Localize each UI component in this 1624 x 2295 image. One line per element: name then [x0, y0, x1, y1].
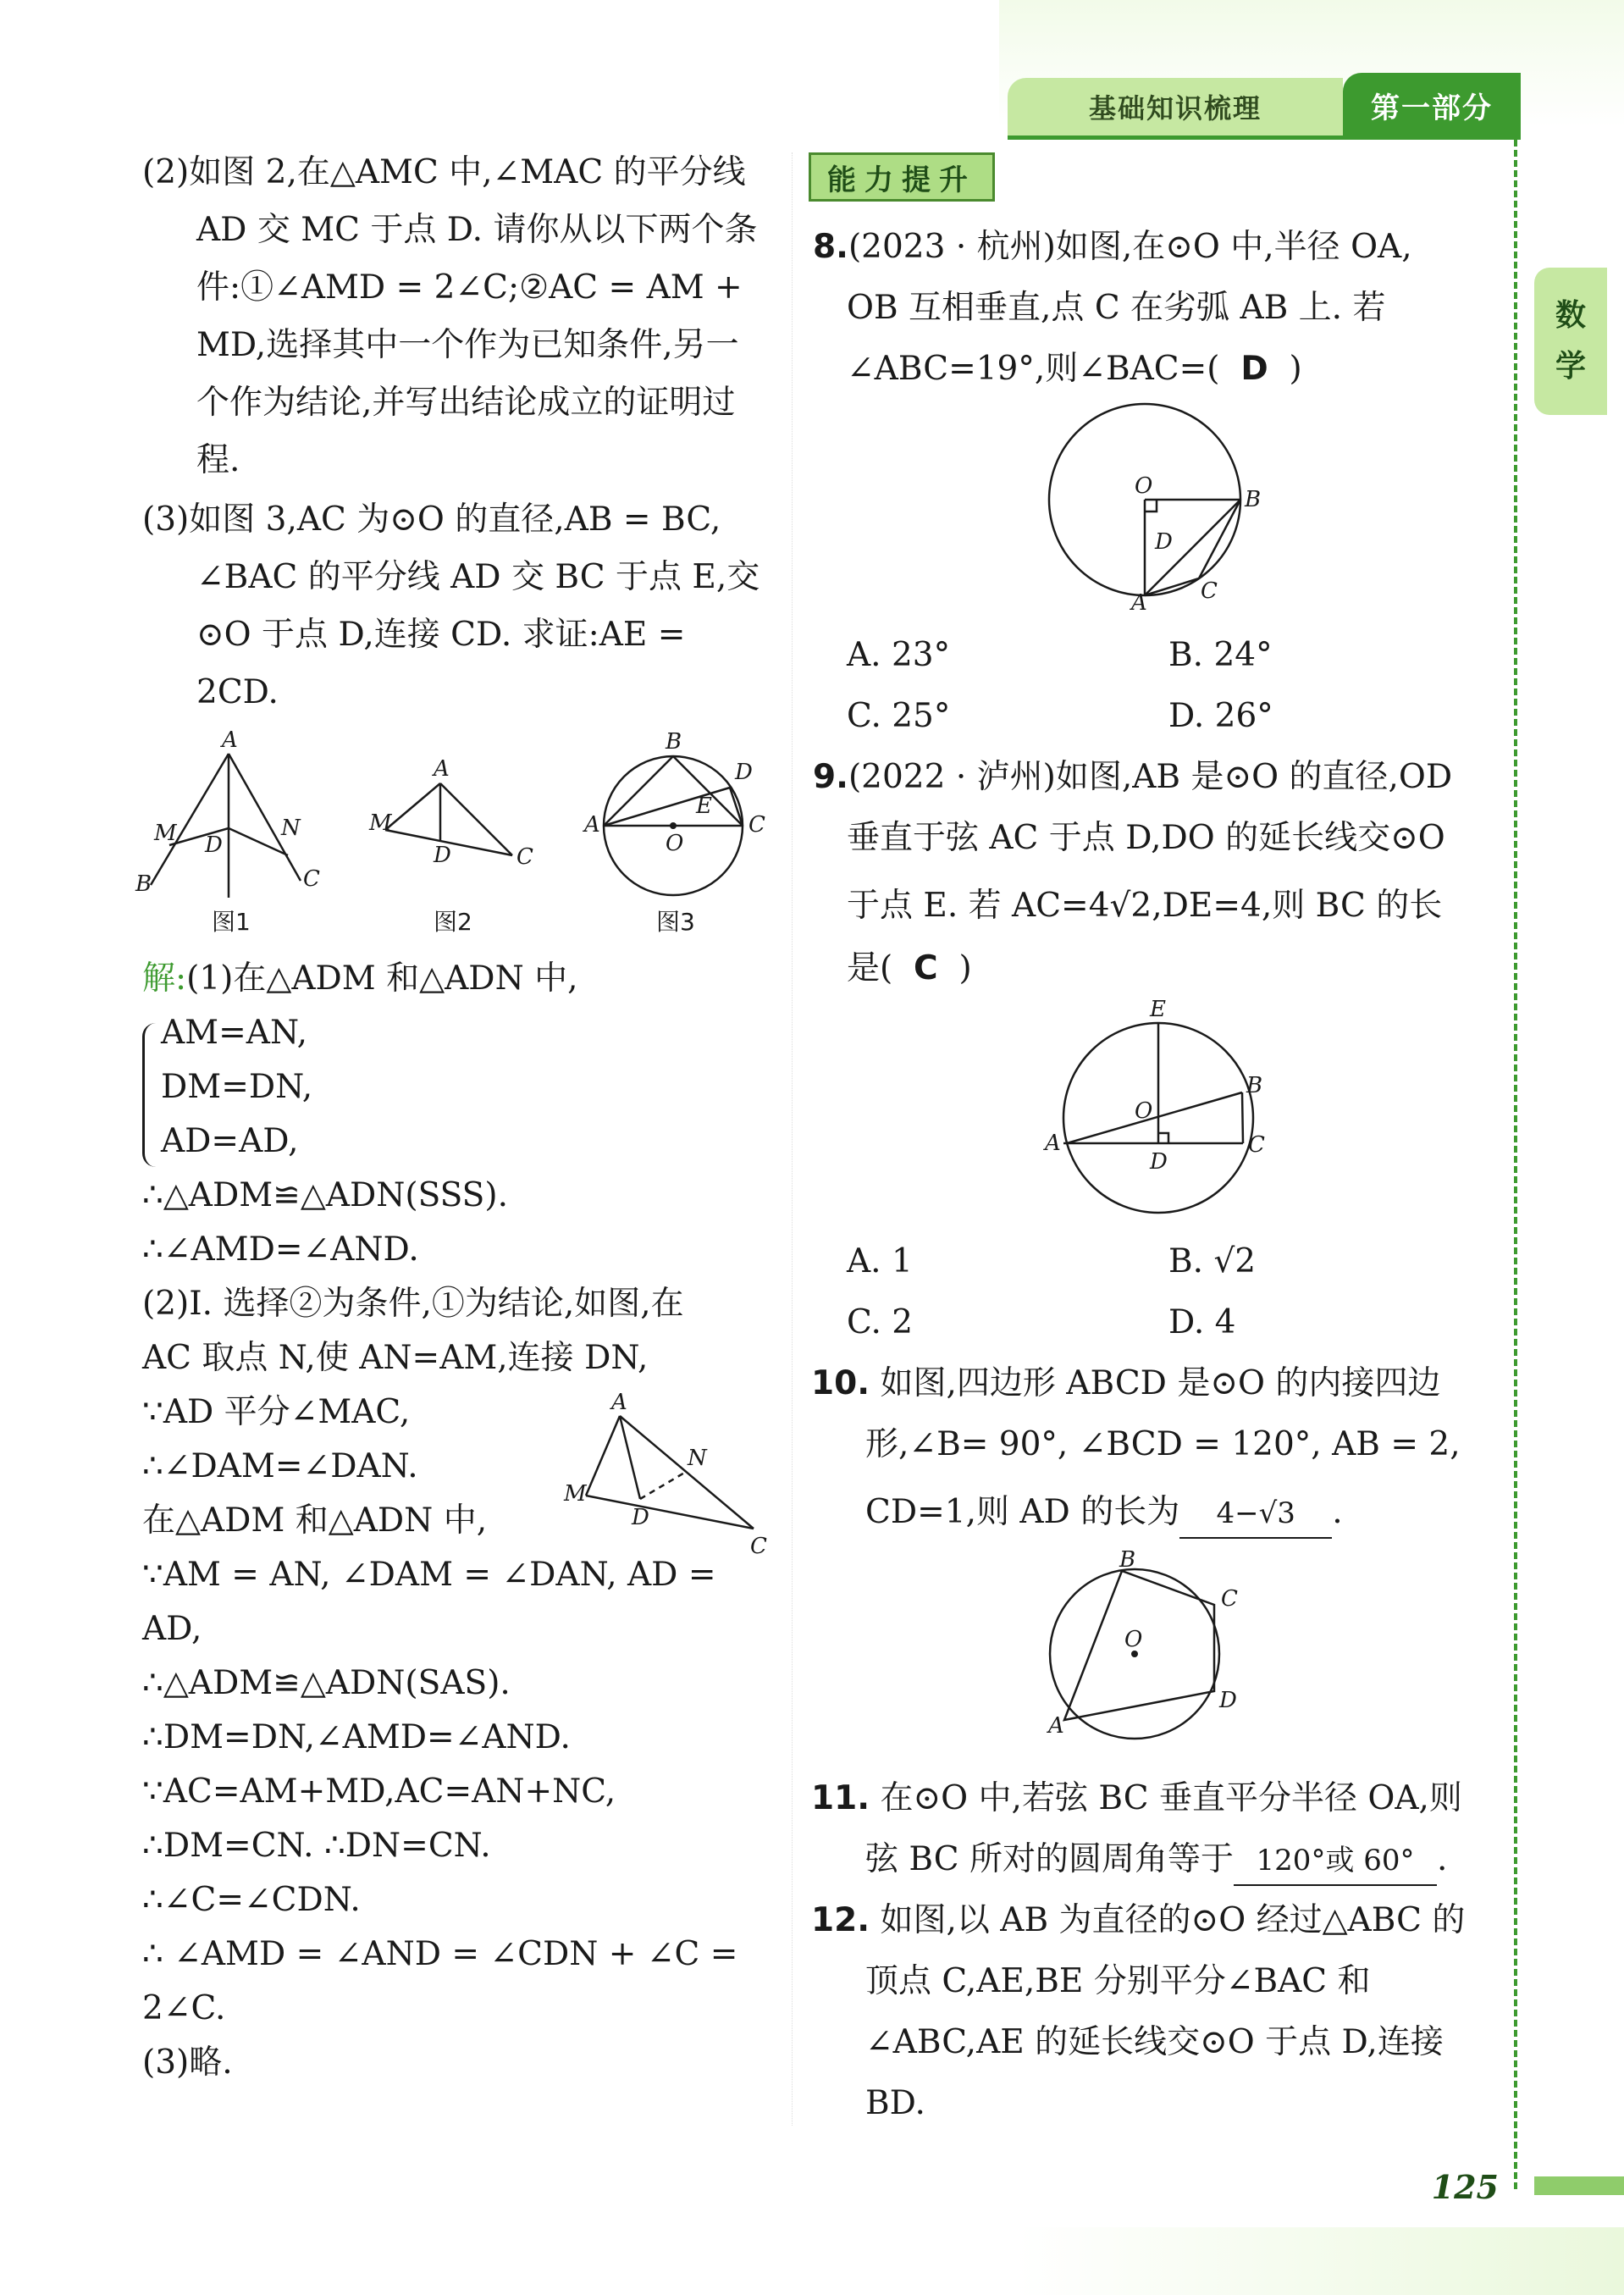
q10-point-D: D [1219, 1688, 1237, 1713]
q8-answer: D [1240, 350, 1268, 388]
solution-figure-lines [586, 1416, 754, 1529]
fig1-point-M: M [154, 821, 177, 846]
fig1-point-B: B [135, 871, 152, 897]
q10-point-C: C [1221, 1586, 1238, 1612]
q8-figure-lines [1049, 404, 1240, 595]
figures-1-3 [127, 728, 796, 948]
solution-line-14: ∴∠C=∠CDN. [142, 1881, 361, 1919]
solution-line-7: 在△ADM 和△ADN 中, [142, 1501, 488, 1540]
margin-dashed-line [1514, 140, 1517, 2189]
section-tag: 能力提升 [809, 152, 995, 202]
q9-answer: C [914, 949, 938, 987]
fig1-point-N: N [281, 816, 301, 841]
solution-line-8: ∵AM = AN, ∠DAM = ∠DAN, AD = [142, 1556, 716, 1594]
system-line-2: DM=DN, [161, 1068, 313, 1106]
q8-text-3: ∠ABC=19°,则∠BAC=( [847, 350, 1220, 388]
subject-side-tab [1534, 268, 1607, 415]
q8-option-c: C. 25° [847, 697, 951, 735]
equation-system-brace [142, 1023, 160, 1167]
fig2-point-M: M [369, 810, 392, 836]
q9-line-1 [813, 754, 1452, 801]
q9-option-b: B. √2 [1168, 1242, 1257, 1280]
solution-label: 解: [142, 959, 187, 998]
header-part-label: 第一部分 [1343, 73, 1521, 137]
fig2-point-A: A [434, 756, 450, 782]
q9-line-2: 垂直于弦 AC 于点 D,DO 的延长线交⊙O [847, 819, 1445, 857]
side-tab-char-2: 学 [1555, 349, 1586, 384]
fig2-point-D: D [434, 843, 451, 868]
fig3-center-dot [670, 822, 677, 829]
q10-period: . [1332, 1493, 1343, 1531]
q9-point-B: B [1246, 1073, 1263, 1098]
solfig-point-D: D [632, 1505, 649, 1530]
solfig-point-C: C [750, 1534, 767, 1559]
p2-line-2: AD 交 MC 于点 D. 请你从以下两个条 [196, 211, 758, 249]
solution-line-2: ∴∠AMD=∠AND. [142, 1230, 419, 1269]
footer-gradient [1016, 2227, 1624, 2295]
footer-bar [1534, 2176, 1624, 2195]
q11-text-2: 弦 BC 所对的圆周角等于 [865, 1840, 1235, 1878]
header-section-title: 基础知识梳理 [1008, 78, 1343, 135]
q10-answer-blank: 4−√3 [1179, 1490, 1332, 1539]
q8-option-a: A. 23° [847, 636, 951, 674]
solution-figure [550, 1390, 779, 1559]
q8-text-1: (2023 · 杭州)如图,在⊙O 中,半径 OA, [848, 228, 1412, 266]
column-divider [792, 152, 793, 2126]
solfig-point-N: N [688, 1446, 707, 1471]
page-number: 125 [1431, 2168, 1499, 2206]
solution-line-4: AC 取点 N,使 AN=AM,连接 DN, [142, 1339, 649, 1377]
p3-line-2: ∠BAC 的平分线 AD 交 BC 于点 E,交 [196, 558, 760, 596]
q8-number: 8. [813, 228, 848, 266]
q9-text-1: (2022 · 泸州)如图,AB 是⊙O 的直径,OD [848, 758, 1453, 796]
q8-option-b: B. 24° [1168, 636, 1273, 674]
q8-option-d: D. 26° [1168, 697, 1273, 735]
solution-part-1-intro: (1)在△ADM 和△ADN 中, [186, 959, 578, 998]
header-rule [1008, 135, 1521, 140]
p3-line-1: (3)如图 3,AC 为⊙O 的直径,AB = BC, [142, 500, 721, 539]
q8-line-2: OB 互相垂直,点 C 在劣弧 AB 上. 若 [847, 289, 1386, 327]
q9-line-3: 于点 E. 若 AC=4√2,DE=4,则 BC 的长 [847, 887, 1443, 925]
q9-option-a: A. 1 [847, 1242, 913, 1280]
solution-line-5: ∵AD 平分∠MAC, [142, 1393, 411, 1431]
q8-point-C: C [1201, 578, 1218, 604]
p2-line-5: 个作为结论,并写出结论成立的证明过 [196, 384, 736, 422]
q12-text-1: 如图,以 AB 为直径的⊙O 经过△ABC 的 [880, 1901, 1466, 1939]
q12-line-1 [811, 1897, 1465, 1944]
q9-point-D: D [1150, 1149, 1168, 1175]
fig3-point-A: A [584, 812, 600, 838]
fig1-point-C: C [303, 866, 320, 892]
q9-close-paren: ) [958, 949, 972, 987]
q11-line-2 [865, 1836, 1447, 1886]
q8-line-1 [813, 224, 1412, 271]
fig1-point-D: D [205, 832, 223, 858]
solution-line-6: ∴∠DAM=∠DAN. [142, 1447, 418, 1485]
fig3-point-D: D [735, 760, 753, 785]
q8-figure [1050, 406, 1270, 635]
q9-number: 9. [813, 758, 848, 796]
q9-point-A: A [1045, 1131, 1061, 1156]
q8-close-paren: ) [1289, 350, 1302, 388]
q10-line-3 [865, 1489, 1343, 1539]
q8-point-D: D [1155, 529, 1173, 555]
q12-number: 12. [811, 1901, 870, 1939]
q12-line-2: 顶点 C,AE,BE 分别平分∠BAC 和 [865, 1962, 1371, 2000]
q12-line-3: ∠ABC,AE 的延长线交⊙O 于点 D,连接 [865, 2023, 1444, 2061]
q10-figure [1041, 1547, 1262, 1758]
p2-line-6: 程. [196, 441, 240, 479]
q9-option-d: D. 4 [1168, 1303, 1236, 1341]
caption-fig-3: 图3 [656, 908, 695, 936]
q8-line-3 [847, 346, 1302, 393]
p2-line-1: (2)如图 2,在△AMC 中,∠MAC 的平分线 [142, 153, 746, 191]
solution-first-line [142, 955, 578, 1003]
p2-line-4: MD,选择其中一个作为已知条件,另一 [196, 326, 739, 364]
q9-point-E: E [1150, 997, 1166, 1022]
fig1-point-A: A [222, 727, 238, 753]
p3-line-3: ⊙O 于点 D,连接 CD. 求证:AE = [196, 616, 686, 654]
fig3-point-C: C [748, 812, 765, 838]
q10-text-3: CD=1,则 AD 的长为 [865, 1493, 1180, 1531]
solution-line-16: 2∠C. [142, 1989, 226, 2027]
q11-text-1: 在⊙O 中,若弦 BC 垂直平分半径 OA,则 [880, 1779, 1462, 1817]
q11-number: 11. [811, 1779, 870, 1817]
q9-option-c: C. 2 [847, 1303, 914, 1341]
q9-text-4: 是( [847, 949, 893, 987]
q12-line-4: BD. [865, 2084, 925, 2122]
fig3-point-E: E [696, 794, 712, 819]
q9-point-C: C [1248, 1132, 1265, 1158]
q11-answer-blank: 120°或 60° [1234, 1837, 1437, 1886]
p2-line-3: 件:①∠AMD = 2∠C;②AC = AM + [196, 268, 743, 307]
q10-point-B: B [1119, 1547, 1136, 1573]
q8-point-B: B [1245, 487, 1262, 512]
q10-point-A: A [1048, 1713, 1064, 1739]
system-line-1: AM=AN, [161, 1014, 307, 1052]
solution-line-12: ∵AC=AM+MD,AC=AN+NC, [142, 1772, 616, 1811]
solution-line-10: ∴△ADM≌△ADN(SAS). [142, 1664, 511, 1702]
solution-line-9: AD, [142, 1610, 202, 1648]
p3-line-4: 2CD. [196, 673, 279, 711]
solution-line-15: ∴ ∠AMD = ∠AND = ∠CDN + ∠C = [142, 1935, 738, 1973]
q10-text-1: 如图,四边形 ABCD 是⊙O 的内接四边 [880, 1364, 1441, 1402]
q10-line-2: 形,∠B= 90°, ∠BCD = 120°, AB = 2, [865, 1425, 1461, 1463]
side-tab-char-1: 数 [1555, 298, 1586, 333]
q10-number: 10. [811, 1364, 870, 1402]
solution-line-1: ∴△ADM≌△ADN(SSS). [142, 1176, 509, 1214]
q8-point-O: O [1135, 473, 1153, 499]
solfig-point-M: M [564, 1481, 587, 1507]
q9-figure-lines [1063, 1023, 1253, 1213]
solfig-point-A: A [611, 1390, 627, 1415]
q9-figure [1045, 997, 1287, 1228]
system-line-3: AD=AD, [161, 1122, 299, 1160]
q11-period: . [1437, 1840, 1448, 1878]
solution-line-3: (2)Ⅰ. 选择②为条件,①为结论,如图,在 [142, 1285, 684, 1323]
q10-point-O: O [1124, 1627, 1143, 1652]
q9-line-4 [847, 945, 972, 993]
solution-line-13: ∴DM=CN. ∴DN=CN. [142, 1827, 491, 1865]
fig3-point-O: O [666, 831, 684, 856]
fig2-point-C: C [516, 844, 533, 870]
fig3-point-B: B [666, 729, 682, 755]
q8-point-A: A [1131, 590, 1147, 616]
q9-point-O: O [1135, 1098, 1153, 1124]
caption-fig-2: 图2 [434, 908, 472, 936]
caption-fig-1: 图1 [212, 908, 251, 936]
q11-line-1 [811, 1775, 1462, 1822]
q10-line-1 [811, 1360, 1440, 1407]
solution-line-11: ∴DM=DN,∠AMD=∠AND. [142, 1718, 571, 1756]
solution-line-17: (3)略. [142, 2043, 233, 2082]
